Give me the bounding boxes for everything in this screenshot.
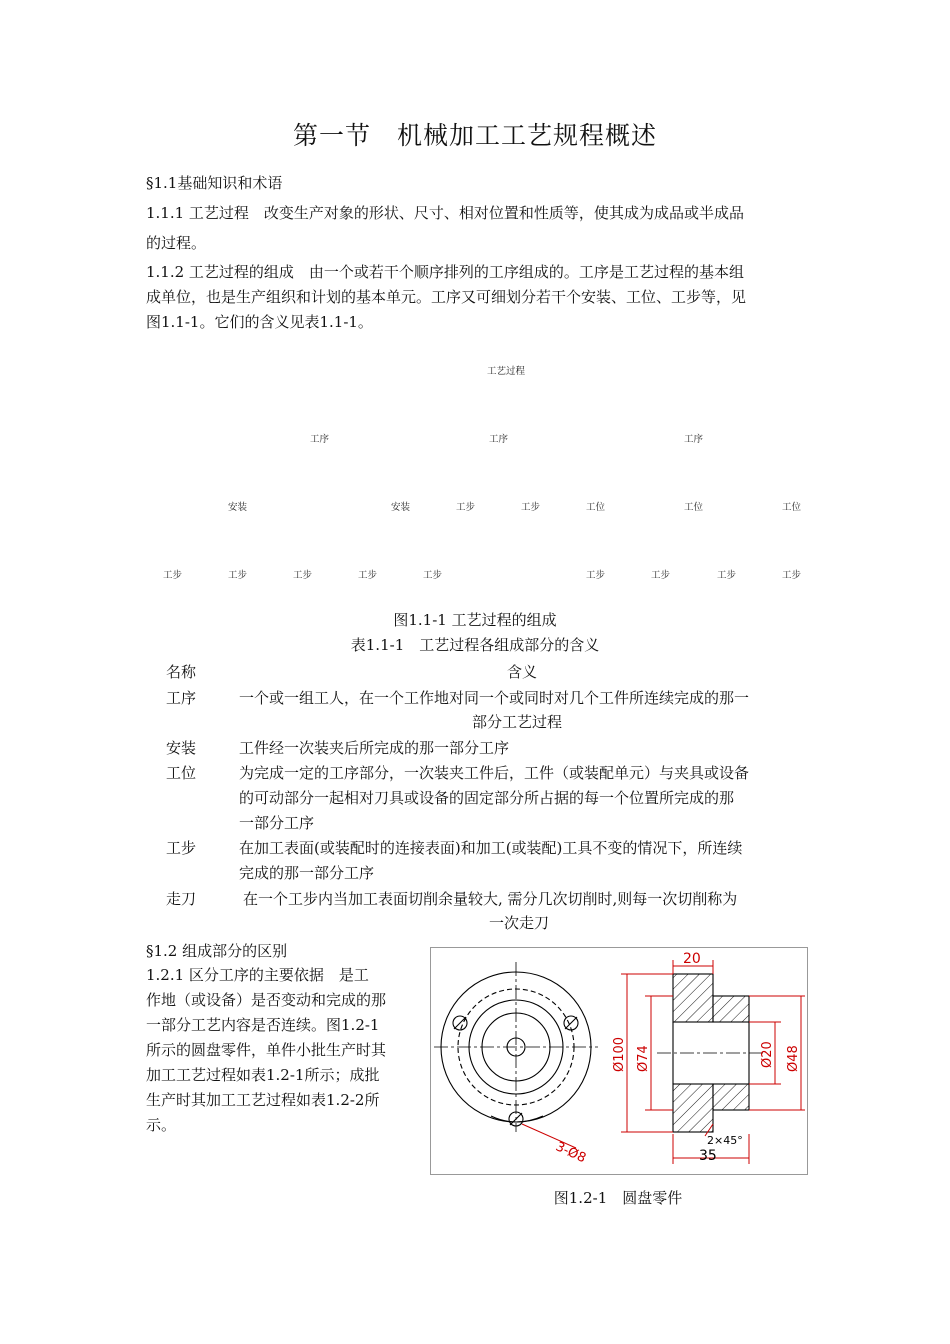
disc-part-svg	[431, 948, 807, 1174]
table-header-name: 名称	[166, 663, 197, 681]
tree-node-l1: 工序	[684, 434, 704, 445]
table-row-name: 工位	[166, 764, 197, 782]
table-caption-1-1: 表1.1-1 工艺过程各组成部分的含义	[350, 636, 600, 654]
tree-node-l2: 工步	[521, 502, 541, 513]
dim-holes: 3-Ø8	[553, 1139, 589, 1167]
tree-node-l3: 工步	[423, 570, 443, 581]
tree-node-l2: 工步	[456, 502, 476, 513]
tree-node-l3: 工步	[228, 570, 248, 581]
tree-node-l2: 安装	[391, 502, 411, 513]
table-row-meaning: 在加工表面(或装配时的连接表面)和加工(或装配)工具不变的情况下，所连续	[239, 839, 743, 857]
tree-node-l3: 工步	[358, 570, 378, 581]
tree-node-l3: 工步	[782, 570, 802, 581]
table-row-meaning: 一部分工序	[239, 814, 315, 832]
dim-20: 20	[683, 951, 701, 967]
dim-d20: Ø20	[760, 1041, 775, 1068]
tree-node-l2: 工位	[782, 502, 802, 513]
figure-caption-1-1: 图1.1-1 工艺过程的组成	[393, 611, 557, 629]
dim-chamfer: 2×45°	[707, 1134, 743, 1147]
paragraph-1-2-1-line: 生产时其加工工艺过程如表1.2-2所	[146, 1091, 380, 1109]
tree-node-l3: 工步	[293, 570, 313, 581]
table-row-meaning: 部分工艺过程	[472, 713, 563, 731]
dim-74: Ø74	[636, 1045, 651, 1072]
tree-root: 工艺过程	[487, 366, 526, 377]
table-row-meaning: 一次走刀	[489, 914, 550, 932]
table-row-name: 工步	[166, 839, 197, 857]
page-title: 第一节 机械加工工艺规程概述	[292, 121, 657, 150]
table-row-meaning: 为完成一定的工序部分，一次装夹工件后，工件（或装配单元）与夹具或设备	[239, 764, 750, 782]
section-heading-1-1: §1.1基础知识和术语	[146, 174, 283, 192]
dim-35: 35	[699, 1148, 717, 1164]
dim-100: Ø100	[612, 1036, 627, 1072]
side-section-view	[657, 974, 765, 1132]
paragraph-1-2-1-line: 1.2.1 区分工序的主要依据 是工	[146, 966, 369, 984]
tree-node-l1: 工序	[489, 434, 509, 445]
table-row-name: 走刀	[166, 890, 197, 908]
paragraph-1-1-1-line2: 的过程。	[146, 234, 207, 252]
paragraph-1-2-1-line: 作地（或设备）是否变动和完成的那	[146, 991, 387, 1009]
paragraph-1-1-2-line2: 成单位，也是生产组织和计划的基本单元。工序又可细划分若干个安装、工位、工步等，见	[146, 288, 747, 306]
front-view	[434, 962, 598, 1132]
paragraph-1-1-1-line1: 1.1.1 工艺过程 改变生产对象的形状、尺寸、相对位置和性质等，使其成为成品或半成品	[146, 204, 744, 222]
paragraph-1-2-1-line: 加工工艺过程如表1.2-1所示；成批	[146, 1066, 380, 1084]
tree-node-l3: 工步	[651, 570, 671, 581]
paragraph-1-1-2-line3: 图1.1-1。它们的含义见表1.1-1。	[146, 313, 373, 331]
paragraph-1-2-1-line: 所示的圆盘零件，单件小批生产时其	[146, 1041, 387, 1059]
table-header-meaning: 含义	[507, 663, 538, 681]
table-row-meaning: 工件经一次装夹后所完成的那一部分工序	[239, 739, 510, 757]
table-row-meaning: 在一个工步内当加工表面切削余量较大, 需分几次切削时,则每一次切削称为	[243, 890, 738, 908]
figure-caption-1-2: 图1.2-1 圆盘零件	[553, 1189, 683, 1207]
paragraph-1-2-1-line: 一部分工艺内容是否连续。图1.2-1	[146, 1016, 380, 1034]
disc-part-drawing	[430, 947, 808, 1175]
tree-node-l2: 安装	[228, 502, 248, 513]
tree-node-l2: 工位	[684, 502, 704, 513]
table-row-name: 安装	[166, 739, 197, 757]
tree-node-l3: 工步	[163, 570, 183, 581]
paragraph-1-1-2-line1: 1.1.2 工艺过程的组成 由一个或若干个顺序排列的工序组成的。工序是工艺过程的基本组	[146, 263, 744, 281]
table-row-name: 工序	[166, 689, 197, 707]
table-row-meaning: 一个或一组工人，在一个工作地对同一个或同时对几个工件所连续完成的那一	[239, 689, 750, 707]
section-heading-1-2: §1.2 组成部分的区别	[146, 942, 288, 960]
tree-node-l3: 工步	[717, 570, 737, 581]
table-row-meaning: 完成的那一部分工序	[239, 864, 375, 882]
tree-node-l3: 工步	[586, 570, 606, 581]
table-row-meaning: 的可动部分一起相对刀具或设备的固定部分所占据的每一个位置所完成的那	[239, 789, 735, 807]
paragraph-1-2-1-line: 示。	[146, 1116, 177, 1134]
tree-node-l2: 工位	[586, 502, 606, 513]
tree-node-l1: 工序	[310, 434, 330, 445]
dim-48: Ø48	[786, 1045, 801, 1072]
